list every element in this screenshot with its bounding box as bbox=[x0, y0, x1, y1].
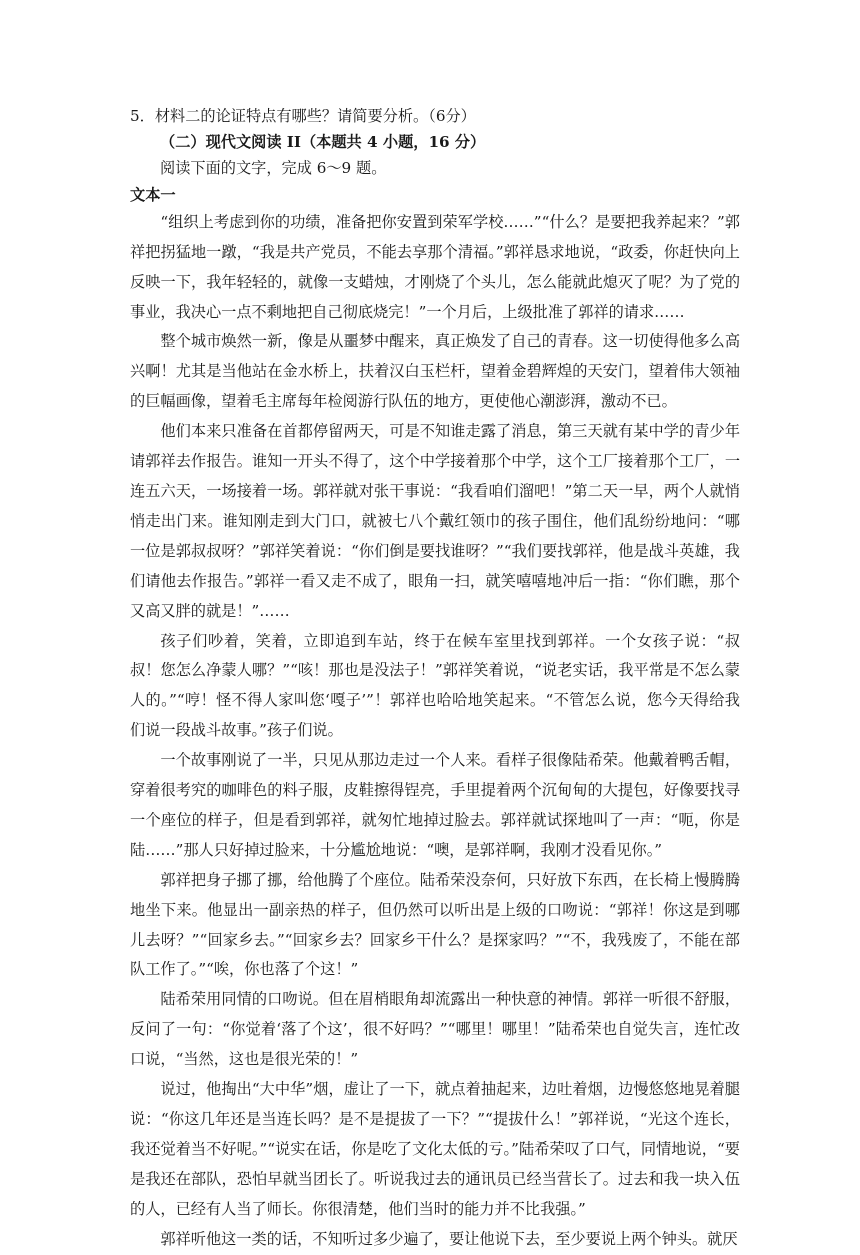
text-label: 文本一 bbox=[130, 185, 176, 204]
passage-body bbox=[130, 208, 740, 1255]
paragraph: 郭祥把身子挪了挪，给他腾了个座位。陆希荣没奈何，只好放下东西，在长椅上慢腾腾地坐下来。他显出一副亲热的样子，但仍然可以听出是上级的口吻说：“郭祥！你这是到哪儿去呀？”“回家乡去。”“回家乡去？回家乡干什么？是探家吗？”“不，我残废了，不能在部队工作了。”“唉，你也落了个这！” bbox=[130, 870, 740, 979]
paragraph: 孩子们吵着，笑着，立即追到车站，终于在候车室里找到郭祥。一个女孩子说：“叔叔！您怎么净蒙人哪？”“咳！那也是没法子！”郭祥笑着说，“说老实话，我平常是不怎么蒙人的。”“哼！怪不得人家叫您‘嘎子’”！郭祥也哈哈地笑起来。“不管怎么说，您今天得给我们说一段战斗故事。”孩子们说。 bbox=[130, 631, 740, 740]
section-heading: （二）现代文阅读 II（本题共 4 小题，16 分） bbox=[160, 133, 486, 152]
paragraph: 陆希荣用同情的口吻说。但在眉梢眼角却流露出一种快意的神情。郭祥一听很不舒服，反问了一句：“你觉着‘落了个这’，很不好吗？”“哪里！哪里！”陆希荣也自觉失言，连忙改口说，“当然，这也是很光荣的！” bbox=[130, 990, 740, 1069]
paragraph: “组织上考虑到你的功绩，准备把你安置到荣军学校……”“什么？是要把我养起来？”郭祥把拐猛地一蹾，“我是共产党员，不能去享那个清福。”郭祥恳求地说，“政委，你赶快向上反映一下，我年轻轻的，就像一支蜡烛，才刚烧了个头儿，怎么能就此熄灭了呢？为了党的事业，我决心一点不剩地把自己彻底烧完！”一个月后，上级批准了郭祥的请求…… bbox=[130, 212, 740, 321]
paragraph: 郭祥听他这一类的话，不知听过多少遍了，要让他说下去，至少要说上两个钟头。就厌 bbox=[160, 1229, 738, 1248]
question-5: 5．材料二的论证特点有哪些？请简要分析。（6分） bbox=[130, 107, 476, 125]
instruction: 阅读下面的文字，完成 6～9 题。 bbox=[160, 159, 387, 178]
paragraph: 整个城市焕然一新，像是从噩梦中醒来，真正焕发了自己的青春。这一切使得他多么高兴啊！尤其是当他站在金水桥上，扶着汉白玉栏杆，望着金碧辉煌的天安门，望着伟大领袖的巨幅画像，望着毛主席每年检阅游行队伍的地方，更使他心潮澎湃，激动不已。 bbox=[130, 332, 740, 411]
paragraph: 一个故事刚说了一半，只见从那边走过一个人来。看样子很像陆希荣。他戴着鸭舌帽，穿着很考究的咖啡色的料子服，皮鞋擦得锃亮，手里提着两个沉甸甸的大提包，好像要找寻一个座位的样子，但是看到郭祥，就匆忙地掉过脸去。郭祥就试探地叫了一声：“呃，你是陆……”那人只好掉过脸来，十分尴尬地说：“噢，是郭祥啊，我刚才没看见你。” bbox=[130, 751, 740, 859]
paragraph: 他们本来只准备在首都停留两天，可是不知谁走露了消息，第三天就有某中学的青少年请郭祥去作报告。谁知一开头不得了，这个中学接着那个中学，这个工厂接着那个工厂，一连五六天，一场接着一场。郭祥就对张干事说：“我看咱们溜吧！”第二天一早，两个人就悄悄走出门来。谁知刚走到大门口，就被七八个戴红领巾的孩子围住，他们乱纷纷地问：“哪一位是郭叔叔呀？”郭祥笑着说：“你们倒是要找谁呀？”“我们要找郭祥，他是战斗英雄，我们请他去作报告。”郭祥一看又走不成了，眼角一扫，就笑嘻嘻地冲后一指：“你们瞧，那个又高又胖的就是！”…… bbox=[130, 422, 740, 620]
paragraph: 说过，他掏出“大中华”烟，虚让了一下，就点着抽起来，边吐着烟，边慢悠悠地晃着腿说：“你这几年还是当连长吗？是不是提拔了一下？”“提拔什么！”郭祥说，“光这个连长，我还觉着当不好呢。”“说实在话，你是吃了文化太低的亏。”陆希荣叹了口气，同情地说，“要是我还在部队，恐怕早就当团长了。听说我过去的通讯员已经当营长了。过去和我一块入伍的人，已经有人当了师长。你很清楚，他们当时的能力并不比我强。” bbox=[130, 1080, 740, 1218]
